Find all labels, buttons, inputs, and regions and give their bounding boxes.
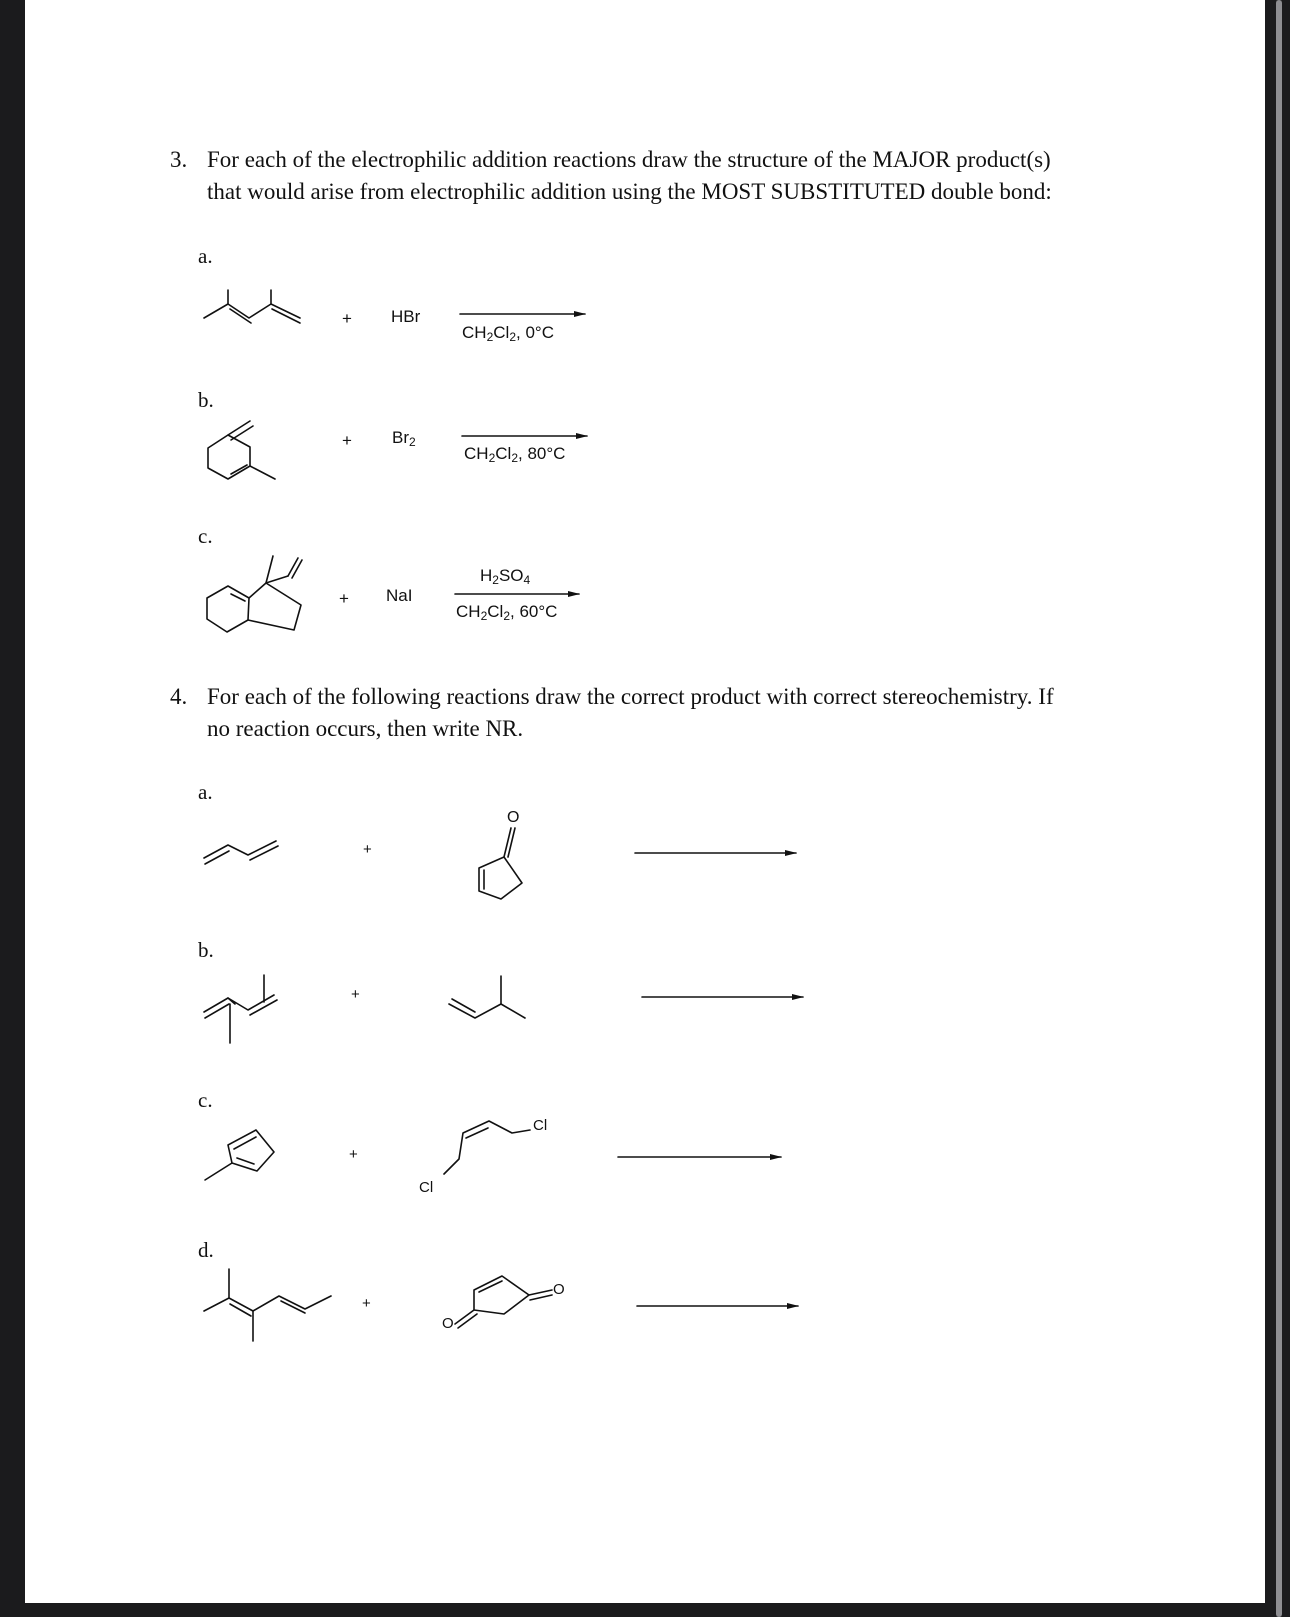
plus-sign-4d: + xyxy=(362,1295,371,1312)
atom-label-Cl-top: Cl xyxy=(533,1117,548,1134)
question-number: 3. xyxy=(170,147,188,172)
plus-sign-3c: + xyxy=(339,589,349,608)
atom-label-O-4a: O xyxy=(507,809,520,826)
molecule-4d-dione xyxy=(455,1276,552,1328)
plus-sign-3b: + xyxy=(342,431,352,450)
molecule-4a-cyclopentenone xyxy=(479,828,522,899)
plus-sign-4c: + xyxy=(349,1146,358,1163)
part-label-4d: d. xyxy=(198,1238,214,1262)
reagent-3b: $Br_2$ xyxy=(392,428,416,449)
part-label-3b: b. xyxy=(198,388,214,412)
molecule-4c-dichloroalkene xyxy=(444,1121,530,1174)
conditions-3c-above: $H_2SO_4$ xyxy=(480,566,531,587)
atom-label-O-exo: O xyxy=(442,1315,454,1332)
part-label-4a: a. xyxy=(198,780,213,804)
reagent-3a: HBr xyxy=(391,307,421,326)
molecule-3c-bicyclic xyxy=(207,556,302,632)
question-line-2: no reaction occurs, then write NR. xyxy=(207,716,524,741)
atom-label-Cl-bottom: Cl xyxy=(419,1179,434,1196)
question-number: 4. xyxy=(170,684,188,709)
conditions-3b: $CH_2Cl_2$, 80°C xyxy=(464,444,566,465)
plus-sign-4b: + xyxy=(351,986,360,1003)
plus-sign-3a: + xyxy=(342,309,352,328)
molecule-3b-cyclohexene xyxy=(208,421,275,479)
reagent-3c: NaI xyxy=(386,586,413,605)
part-label-3c: c. xyxy=(198,524,213,548)
conditions-3c-below: $CH_2Cl_2$, 60°C xyxy=(456,602,558,623)
question-line-1: For each of the following reactions draw the correct product with correct stereochemistry. If xyxy=(207,684,1054,709)
molecule-3a-diene xyxy=(204,290,300,323)
molecule-4c-cyclopentadiene xyxy=(205,1130,274,1180)
atom-label-O-ketone: O xyxy=(553,1281,565,1298)
conditions-3a: $CH_2Cl_2$, 0°C xyxy=(462,323,554,344)
part-label-4b: b. xyxy=(198,938,214,962)
plus-sign-4a: + xyxy=(363,841,372,858)
question-line-1: For each of the electrophilic addition reactions draw the structure of the MAJOR product(s) xyxy=(207,147,1051,172)
molecule-4b-alkene xyxy=(449,976,525,1018)
molecule-4b-diene xyxy=(204,975,277,1043)
molecule-4d-diene xyxy=(204,1269,331,1341)
question-line-2: that would arise from electrophilic addition using the MOST SUBSTITUTED double bond: xyxy=(207,179,1052,204)
part-label-3a: a. xyxy=(198,244,213,268)
part-label-4c: c. xyxy=(198,1088,213,1112)
molecule-4a-diene xyxy=(204,841,278,864)
